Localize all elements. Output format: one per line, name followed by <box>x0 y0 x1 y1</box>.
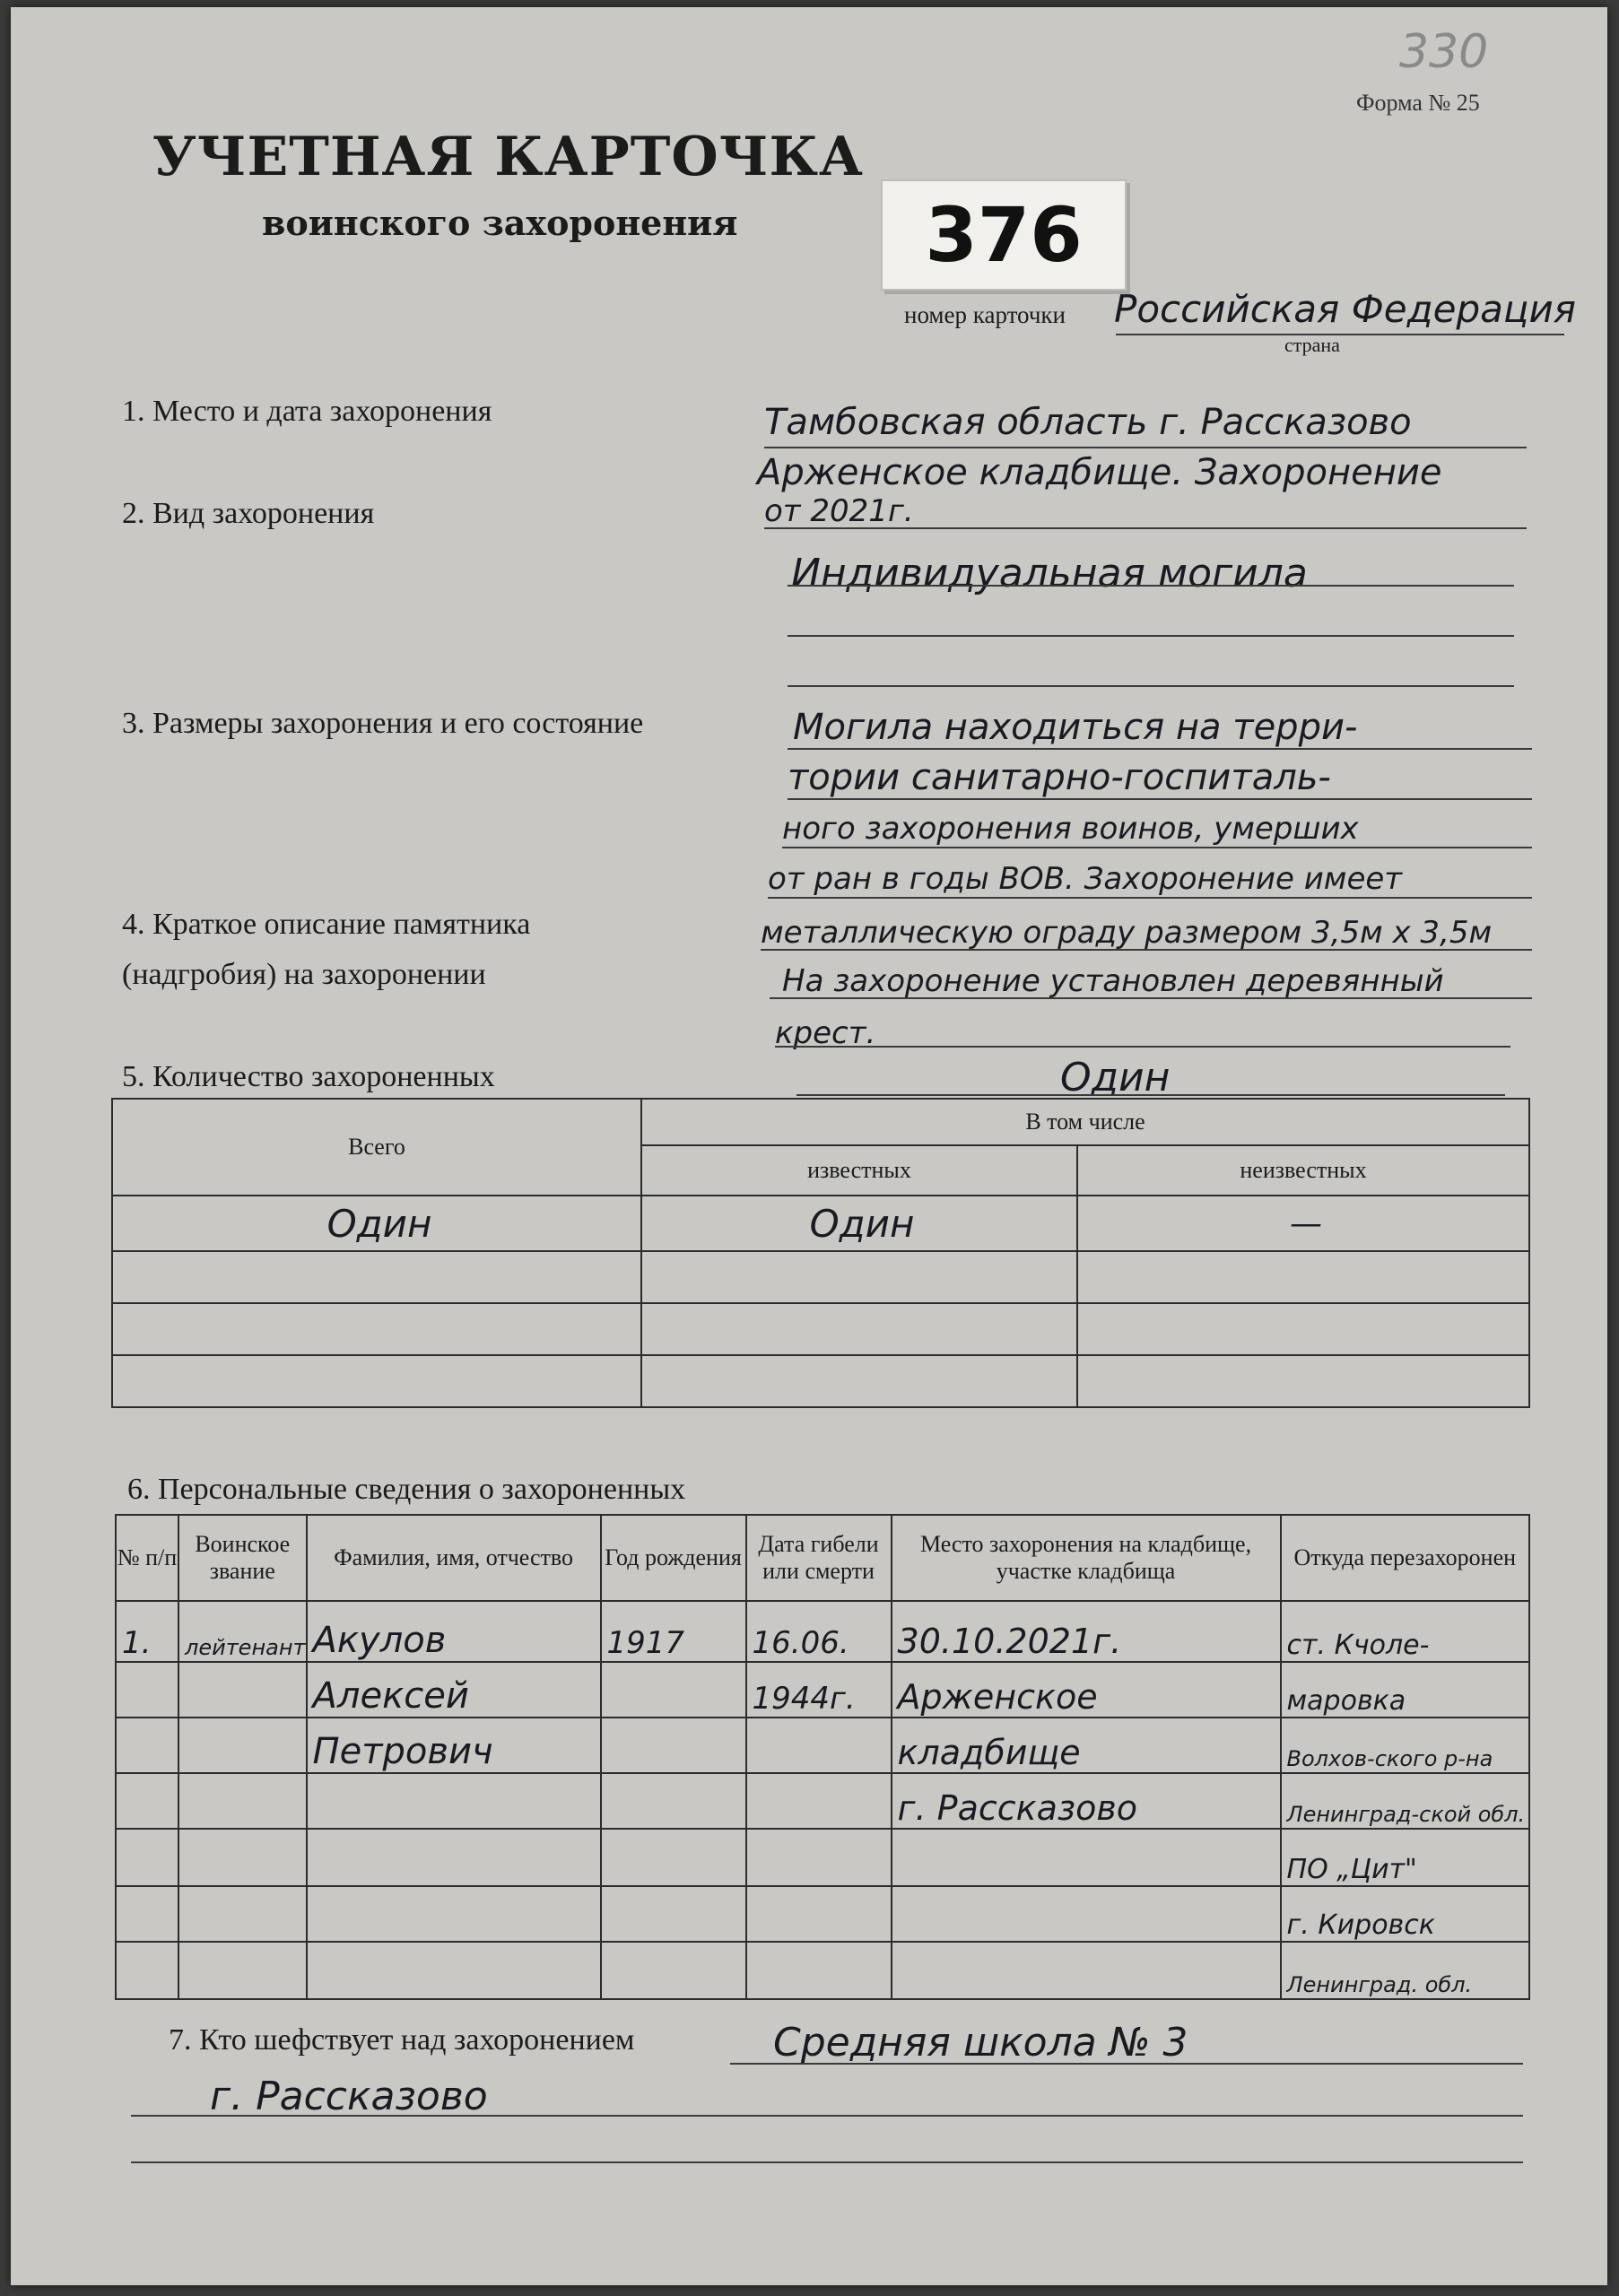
including-header: В том числе <box>641 1099 1529 1145</box>
col-birth-header: Год рождения <box>601 1515 746 1601</box>
size-line-1: Могила находиться на терри- <box>793 707 1358 748</box>
country-value: Российская Федерация <box>1114 287 1577 331</box>
page-title: УЧЕТНАЯ КАРТОЧКА <box>152 126 864 188</box>
cell: кладбище <box>897 1733 1081 1772</box>
col-death-header: Дата гибели или смерти <box>746 1515 892 1601</box>
patron-line-1: Средняя школа № 3 <box>773 2020 1188 2066</box>
cell: Ленинград. обл. <box>1286 1972 1473 1997</box>
size-label: 3. Размеры захоронения и его состояние <box>122 707 644 740</box>
known-header: известных <box>641 1145 1077 1196</box>
form-number: Форма № 25 <box>1356 90 1480 116</box>
rule <box>131 2115 1523 2117</box>
rule <box>788 635 1514 637</box>
monument-line-2: На захоронение установлен деревянный <box>782 963 1444 999</box>
cell <box>179 1792 185 1828</box>
rule <box>788 685 1514 687</box>
patron-label: 7. Кто шефствует над захоронением <box>169 2023 635 2057</box>
rule <box>788 585 1514 587</box>
col-place-header: Место захоронения на кладбище, участке кладбища <box>892 1515 1281 1601</box>
cell: ПО „Цит" <box>1286 1854 1417 1885</box>
cell <box>117 1792 122 1828</box>
cell <box>602 1792 607 1828</box>
rule <box>730 2063 1523 2065</box>
table-row <box>116 1718 1529 1773</box>
rule <box>796 1094 1505 1096</box>
place-line-3: от 2021г. <box>764 493 914 529</box>
page-subtitle: воинского захоронения <box>262 203 738 243</box>
col-rank-header: Воинское звание <box>178 1515 307 1601</box>
unknown-value: — <box>1290 1205 1322 1242</box>
total-header: Всего <box>112 1099 641 1196</box>
personal-label: 6. Персональные сведения о захороненных <box>127 1473 686 1506</box>
cell: 1. <box>122 1625 152 1661</box>
table-row <box>116 1942 1529 1999</box>
rule <box>788 748 1532 750</box>
cell <box>747 1736 753 1772</box>
cell <box>179 1681 185 1717</box>
cell <box>602 1736 607 1772</box>
cell: Алексей <box>312 1675 469 1717</box>
table-row <box>116 1662 1529 1718</box>
cell: Ленинград-ской обл. <box>1286 1802 1526 1827</box>
cell: г. Рассказово <box>897 1788 1137 1828</box>
table-row <box>116 1601 1529 1662</box>
cell: 1944г. <box>752 1681 856 1717</box>
cell <box>747 1792 753 1828</box>
count-label: 5. Количество захороненных <box>122 1060 495 1093</box>
cell <box>117 1736 122 1772</box>
size-line-4: от ран в годы ВОВ. Захоронение имеет <box>768 861 1403 897</box>
place-line-1: Тамбовская область г. Рассказово <box>764 402 1412 443</box>
rule <box>768 897 1532 899</box>
cell: Волхов-ского р-на <box>1286 1746 1493 1771</box>
cell: Арженское <box>897 1677 1098 1717</box>
record-card <box>11 7 1607 2285</box>
rule <box>775 1046 1510 1048</box>
table-row <box>116 1886 1529 1942</box>
rule <box>764 447 1527 448</box>
cell <box>308 1792 313 1828</box>
monument-line-3: крест. <box>775 1015 876 1051</box>
monument-label: 4. Краткое описание памятника <box>122 908 531 941</box>
rule <box>131 2161 1523 2163</box>
card-number: 376 <box>881 179 1127 291</box>
total-value: Один <box>326 1201 432 1246</box>
type-value: Индивидуальная могила <box>791 551 1308 596</box>
col-from-header: Откуда перезахоронен <box>1281 1515 1529 1601</box>
rule <box>788 798 1532 800</box>
personal-table <box>115 1514 1530 2000</box>
count-table <box>111 1098 1530 1408</box>
rule <box>764 527 1527 529</box>
col-num-header: № п/п <box>116 1515 178 1601</box>
type-label: 2. Вид захоронения <box>122 497 375 530</box>
cell: Акулов <box>312 1620 447 1661</box>
cell <box>179 1736 185 1772</box>
monument-label-2: (надгробия) на захоронении <box>122 958 486 991</box>
count-value: Один <box>1060 1055 1171 1100</box>
cell: ст. Кчоле- <box>1286 1630 1430 1661</box>
size-line-2: тории санитарно-госпиталь- <box>788 757 1331 798</box>
cell <box>602 1681 607 1717</box>
cell: 16.06. <box>752 1625 849 1661</box>
country-caption: страна <box>1284 334 1340 356</box>
cell: Петрович <box>312 1731 493 1772</box>
country-line <box>1116 334 1564 335</box>
cell: 1917 <box>606 1625 685 1661</box>
rule <box>770 997 1532 999</box>
cell: 30.10.2021г. <box>897 1622 1122 1661</box>
table-row <box>116 1829 1529 1886</box>
rule <box>782 847 1532 848</box>
size-line-3: ного захоронения воинов, умерших <box>782 811 1359 847</box>
cell: маровка <box>1286 1685 1406 1717</box>
place-label: 1. Место и дата захоронения <box>122 395 492 428</box>
rule <box>761 949 1532 951</box>
unknown-header: неизвестных <box>1077 1145 1529 1196</box>
patron-line-2: г. Рассказово <box>210 2074 488 2119</box>
cell: лейтенант <box>185 1635 306 1660</box>
cell: г. Кировск <box>1286 1909 1435 1941</box>
col-name-header: Фамилия, имя, отчество <box>307 1515 601 1601</box>
cell <box>117 1681 122 1717</box>
known-value: Один <box>809 1201 915 1246</box>
table-row <box>116 1773 1529 1829</box>
place-line-2: Арженское кладбище. Захоронение <box>757 452 1442 493</box>
monument-line-1: металлическую ограду размером 3,5м х 3,5м <box>761 915 1493 951</box>
card-number-label: номер карточки <box>904 301 1066 328</box>
archive-number: 330 <box>1399 25 1489 79</box>
